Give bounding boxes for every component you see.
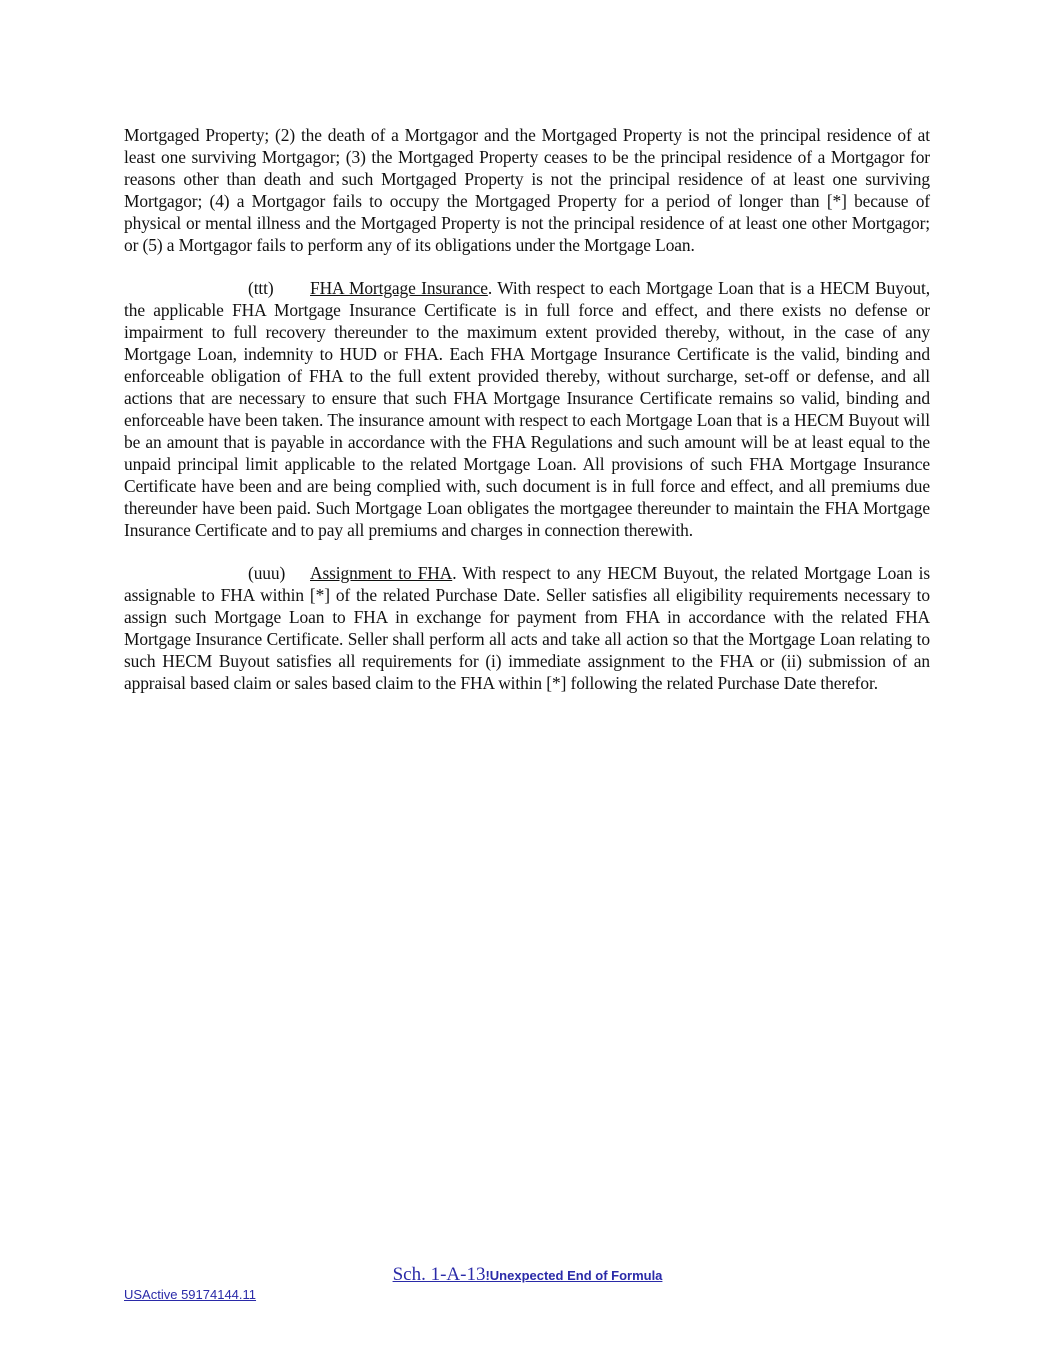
paragraph-continuation: Mortgaged Property; (2) the death of a Mortgagor and the Mortgaged Property is not the principal residence of at least one surviving Mortgagor; (3) the Mortgaged Property ceases to be the principal residence of a Mortgagor for reasons other than death and such Mortgaged Property is not the principal residence of at least one surviving Mortgagor; (4) a Mortgagor fails to occupy the Mortgaged Property for a period of longer than [*] because of physical or mental illness and the Mortgaged Property is not the principal residence of at least one other Mortgagor; or (5) a Mortgagor fails to perform any of its obligations under the Mortgage Loan.: [124, 125, 930, 255]
page-number-link[interactable]: Sch. 1-A-13: [392, 1264, 486, 1285]
section-heading: Assignment to FHA: [310, 563, 453, 583]
paragraph-ttt: [124, 277, 930, 541]
paragraph-uuu: [124, 562, 930, 694]
section-text: . With respect to each Mortgage Loan that is a HECM Buyout, the applicable FHA Mortgage Insurance Certificate is in full force and effect, and there exists no defense or impairment to full recovery thereunder to the maximum extent provided thereby, without, in the case of any Mortgage Loan, indemnity to HUD or FHA. Each FHA Mortgage Insurance Certificate is the valid, binding and enforceable obligation of FHA to the full extent provided thereby, without surcharge, set-off or defense, and all actions that are necessary to ensure that such FHA Mortgage Insurance Certificate remains so valid, binding and enforceable have been taken. The insurance amount with respect to each Mortgage Loan that is a HECM Buyout will be an amount that is payable in accordance with the FHA Regulations and such amount will be at least equal to the unpaid principal limit applicable to the related Mortgage Loan. All provisions of such FHA Mortgage Insurance Certificate have been and are being complied with, such document is in full force and effect, and all premiums due thereunder have been paid. Such Mortgage Loan obligates the mortgagee thereunder to maintain the FHA Mortgage Insurance Certificate and to pay all premiums and charges in connection therewith.: [124, 278, 931, 540]
page-footer: [0, 1264, 1055, 1286]
section-number: (uuu): [248, 563, 286, 583]
section-number: (ttt): [248, 278, 274, 298]
document-id-link[interactable]: USActive 59174144.11: [124, 1287, 257, 1302]
section-heading: FHA Mortgage Insurance: [310, 278, 488, 298]
section-text: . With respect to any HECM Buyout, the related Mortgage Loan is assignable to FHA within [*] of the related Purchase Date. Seller satisfies all eligibility requirements necessary to assign such Mortgage Loan to FHA in exchange for payment from FHA in accordance with the related FHA Mortgage Insurance Certificate. Seller shall perform all acts and take all action so that the Mortgage Loan relating to such HECM Buyout satisfies all requirements for (i) immediate assignment to the FHA or (ii) submission of an appraisal based claim or sales based claim to the FHA within [*] following the related Purchase Date therefor.: [124, 563, 930, 693]
document-body: [124, 124, 930, 715]
formula-error-link[interactable]: !Unexpected End of Formula: [485, 1268, 663, 1283]
